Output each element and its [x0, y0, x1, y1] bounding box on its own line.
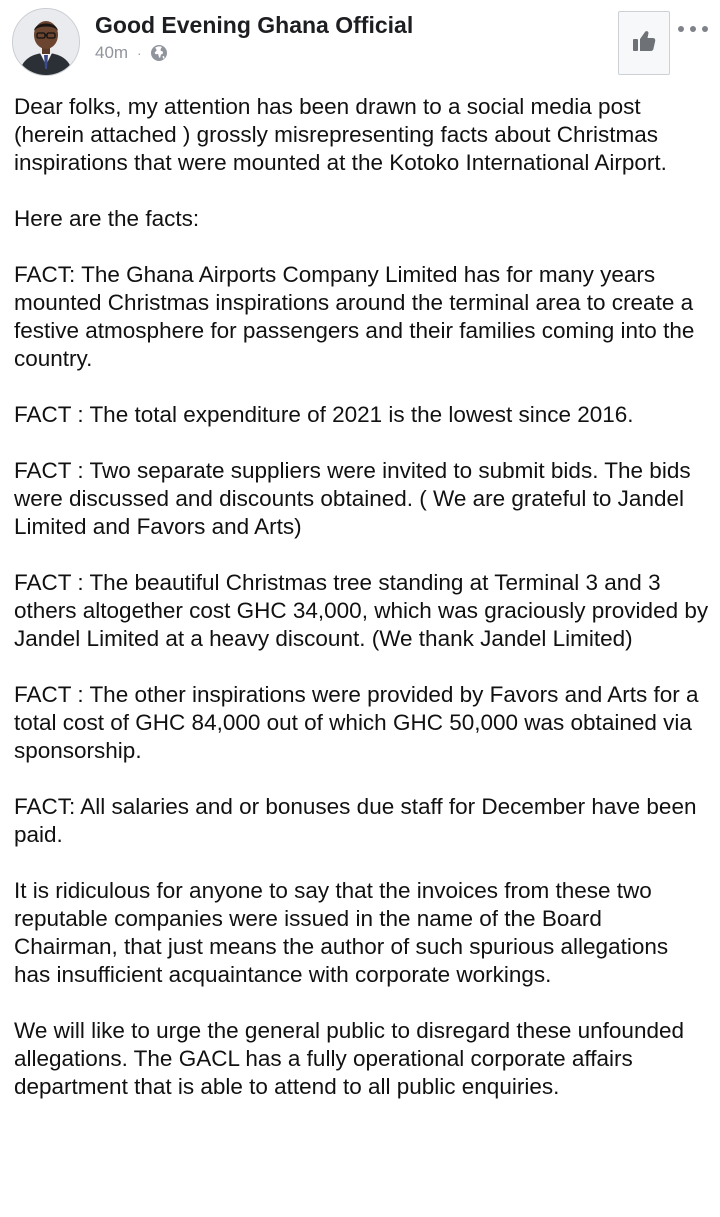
post-header [0, 0, 720, 90]
post-paragraph: FACT : Two separate suppliers were invited to submit bids. The bids were discussed and discounts obtained. ( We are grateful to Jandel Limited and Favors and Arts) [14, 458, 691, 539]
post-paragraph: FACT: The Ghana Airports Company Limited has for many years mounted Christmas inspirations around the terminal area to create a festive atmosphere for passengers and their families coming into the country. [14, 262, 695, 371]
post-paragraph: FACT: All salaries and or bonuses due staff for December have been paid. [14, 794, 697, 847]
post-meta [95, 42, 168, 64]
post-paragraph: It is ridiculous for anyone to say that the invoices from these two reputable companies were issued in the name of the Board Chairman, that just means the author of such spurious allegations has insufficient acquaintance with corporate workings. [14, 878, 669, 987]
post-paragraph: Here are the facts: [14, 206, 200, 231]
page-name[interactable]: Good Evening Ghana Official [95, 12, 414, 38]
profile-photo [13, 9, 79, 75]
post-paragraph: FACT : The other inspirations were provided by Favors and Arts for a total cost of GHC 84,000 out of which GHC 50,000 was obtained via sponsorship. [14, 682, 699, 763]
post-paragraph: We will like to urge the general public to disregard these unfounded allegations. The GACL has a fully operational corporate affairs department that is able to attend to all public enquiries. [14, 1018, 685, 1099]
more-options-icon-dot [678, 26, 684, 32]
more-options-icon-dot [702, 26, 708, 32]
like-page-button[interactable] [618, 11, 670, 75]
globe-icon [150, 44, 168, 62]
thumbs-up-icon [631, 29, 657, 58]
post-paragraph: Dear folks, my attention has been drawn to a social media post (herein attached ) grossly misrepresenting facts about Christmas inspirations that were mounted at the Kotoko International Airport. [14, 94, 667, 175]
meta-separator: · [137, 45, 142, 61]
profile-avatar[interactable] [12, 8, 80, 76]
more-options-icon-dot [690, 26, 696, 32]
more-options-button[interactable] [678, 22, 708, 36]
post-body [14, 93, 710, 1101]
post-paragraph: FACT : The total expenditure of 2021 is the lowest since 2016. [14, 402, 634, 427]
post-timestamp[interactable]: 40m [95, 43, 129, 62]
post-paragraph: FACT : The beautiful Christmas tree standing at Terminal 3 and 3 others altogether cost GHC 34,000, which was graciously provided by Jandel Limited at a heavy discount. (We thank Jandel Limited) [14, 570, 709, 651]
